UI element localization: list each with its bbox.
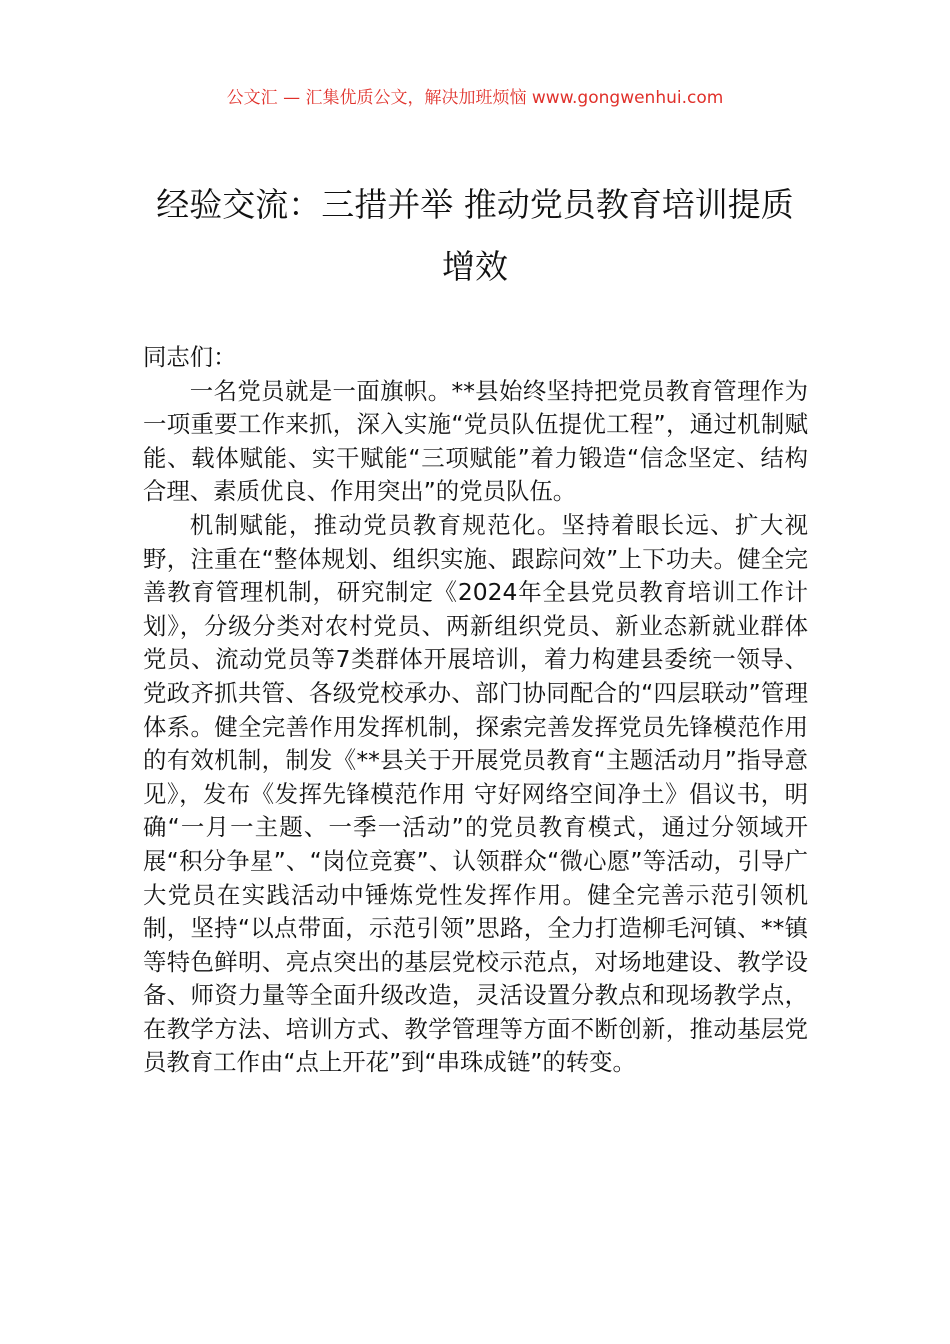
- salutation: 同志们：: [143, 343, 237, 371]
- document-title: 经验交流：三措并举 推动党员教育培训提质增效: [156, 185, 794, 286]
- document-body: [143, 341, 808, 1080]
- paragraph-mechanism: 机制赋能，推动党员教育规范化。坚持着眼长远、扩大视野，注重在“整体规划、组织实施、跟踪问效”上下功夫。健全完善教育管理机制，研究制定《2024年全县党员教育培训工作计划》，分级分类对农村党员、两新组织党员、新业态新就业群体党员、流动党员等7类群体开展培训，着力构建县委统一领导、党政齐抓共管、各级党校承办、部门协同配合的“四层联动”管理体系。健全完善作用发挥机制，探索完善发挥党员先锋模范作用的有效机制，制发《**县关于开展党员教育“主题活动月”指导意见》，发布《发挥先锋模范作用 守好网络空间净土》倡议书，明确“一月一主题、一季一活动”的党员教育模式，通过分领域开展“积分争星”、“岗位竞赛”、认领群众“微心愿”等活动，引导广大党员在实践活动中锤炼党性发挥作用。健全完善示范引领机制，坚持“以点带面，示范引领”思路，全力打造柳毛河镇、**镇等特色鲜明、亮点突出的基层党校示范点，对场地建设、教学设备、师资力量等全面升级改造，灵活设置分教点和现场教学点，在教学方法、培训方式、教学管理等方面不断创新，推动基层党员教育工作由“点上开花”到“串珠成链”的转变。: [143, 510, 808, 1077]
- header-banner: 公文汇 — 汇集优质公文，解决加班烦恼 www.gongwenhui.com: [226, 88, 724, 108]
- paragraph-intro: 一名党员就是一面旗帜。**县始终坚持把党员教育管理作为一项重要工作来抓，深入实施“党员队伍提优工程”，通过机制赋能、载体赋能、实干赋能“三项赋能”着力锻造“信念坚定、结构合理、素质优良、作用突出”的党员队伍。: [143, 376, 808, 506]
